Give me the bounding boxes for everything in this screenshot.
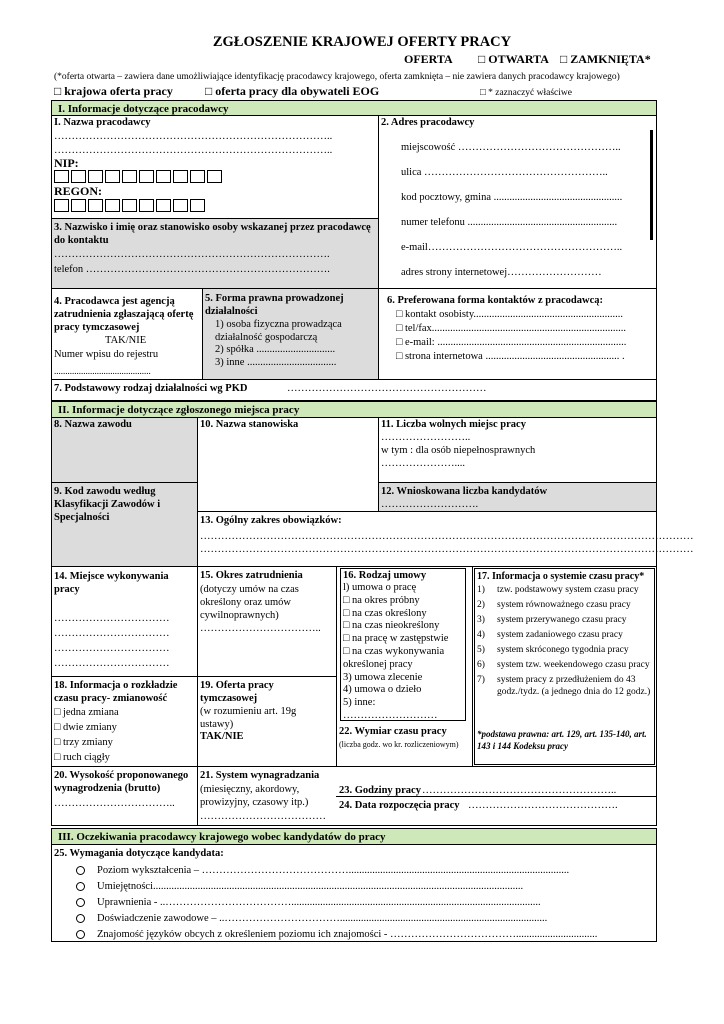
req-languages[interactable]: Znajomość języków obcych z określeniem poziomu ich znajomości - ………………………………............................... [76,928,597,942]
type-eog-checkbox[interactable]: □ oferta pracy dla obywateli EOG [205,84,380,98]
type-national-checkbox[interactable]: □ krajowa oferta pracy [54,84,173,98]
offer-label: OFERTA [404,52,453,66]
legal-form-option-1[interactable]: 1) osoba fizyczna prowadząca działalność gospodarczą [215,319,342,343]
address-postcode[interactable]: kod pocztowy, gmina ................................................. [401,192,623,203]
nip-label: NIP: [54,156,79,170]
offer-closed-checkbox[interactable]: □ ZAMKNIĘTA* [560,52,651,66]
clock-icon [76,866,85,875]
pkd-label: 7. Podstawowy rodzaj działalności wg PKD [54,383,248,394]
contact-form-email[interactable]: □ e-mail: ........................................................................ [396,337,627,348]
address-website[interactable]: adres strony internetowej……………………… [401,267,602,278]
hours-label: 23. Godziny pracy [339,785,421,796]
contract-type-list [343,582,448,723]
legal-form-label: 5. Forma prawna prowadzonej działalności [205,293,344,317]
duties-dots-1[interactable]: …………………………………………………………………………………………………………………………… [200,531,694,542]
employer-name-label: I. Nazwa pracodawcy [54,117,151,128]
work-time-label: 22. Wymiar czasu pracy [339,726,447,737]
shift-option-3[interactable]: □ trzy zmiany [54,737,113,748]
section-2-header: II. Informacje dotyczące zgłoszonego miejsca pracy [51,401,657,418]
contract-option-11[interactable]: ……………………… [343,709,438,721]
duties-dots-2[interactable]: …………………………………………………………………………………………………………………………… [200,544,694,555]
clock-icon [76,882,85,891]
contact-form-website[interactable]: □ strona internetowa ................................................... . [396,351,625,362]
legal-form-option-3[interactable]: 3) inne .................................. [215,357,337,368]
time-system-list [477,584,653,701]
clock-icon [76,930,85,939]
salary-label: 20. Wysokość proponowanego wynagrodzenia (brutto) [54,770,189,794]
clock-icon [76,898,85,907]
temp-work-yes-no[interactable]: TAK/NIE [200,731,244,742]
position-name-label: 10. Nazwa stanowiska [200,419,299,430]
time-system-item-3[interactable]: 3) system przerywanego czasu pracy [477,615,627,625]
contract-option-2[interactable]: □ na okres próbny [343,594,420,606]
pay-system-dots[interactable]: ……………………………… [200,811,326,822]
occupation-name-label: 8. Nazwa zawodu [54,419,132,430]
shift-option-2[interactable]: □ dwie zmiany [54,722,117,733]
agency-register-dots[interactable]: ........................................... [54,366,151,376]
work-time-desc: (liczba godz. wo kr. rozliczeniowym) [339,740,459,749]
contact-form-label: 6. Preferowana forma kontaktów z pracodawcą: [387,295,603,306]
contact-form-personal[interactable]: □ kontakt osobisty......................................................... [396,309,624,320]
address-email[interactable]: e-mail……………………………………………….. [401,242,623,253]
contract-option-10[interactable]: 5) inne: [343,697,376,709]
address-city[interactable]: miejscowość ……………………………………….. [401,142,621,153]
candidates-dots[interactable]: ………………………. [381,499,479,510]
contract-option-4[interactable]: □ na czas nieokreślony [343,620,440,632]
workplace-label: 14. Miejsce wykonywania pracy [54,571,169,595]
contract-type-label: 16. Rodzaj umowy [343,570,427,581]
pay-system-label: 21. System wynagradzania [200,770,320,781]
employer-name-dots-2[interactable]: …………………………………………………………………….. [54,145,333,156]
scroll-mark [650,130,653,240]
time-system-item-6[interactable]: 6) system tzw. weekendowego czasu pracy [477,660,650,670]
time-system-label: 17. Informacja o systemie czasu pracy* [477,571,645,582]
req-licenses[interactable]: Uprawnienia - ..………………………………............................................................................................... [76,896,541,910]
candidates-label: 12. Wnioskowana liczba kandydatów [381,486,548,497]
time-system-item-2[interactable]: 2) system równoważnego czasu pracy [477,600,631,610]
workplace-dots-1[interactable]: …………………………… [54,613,170,624]
form-title: ZGŁOSZENIE KRAJOWEJ OFERTY PRACY [212,34,512,50]
offer-open-checkbox[interactable]: □ OTWARTA [478,52,549,66]
contract-option-9[interactable]: 4) umowa o dzieło [343,684,422,696]
time-system-item-1[interactable]: 1) tzw. podstawowy system czasu pracy [477,585,639,595]
temp-work-desc: (w rozumieniu art. 19g ustawy) [200,706,297,730]
employment-period-desc: (dotyczy umów na czas określony oraz umów cywilnoprawnych) [200,584,299,621]
start-date-label: 24. Data rozpoczęcia pracy [339,800,460,811]
agency-yes-no[interactable]: TAK/NIE [105,335,147,346]
req-education[interactable]: Poziom wykształcenia – …………………………………….................................................................................... [76,864,569,878]
workplace-dots-2[interactable]: …………………………… [54,628,170,639]
regon-cells[interactable] [54,199,207,212]
address-phone[interactable]: numer telefonu ......................................................... [401,217,618,228]
contact-label: 3. Nazwisko i imię oraz stanowisko osoby wskazanej przez pracodawcę do kontaktu [54,222,371,246]
contract-option-7: określonej pracy [343,658,413,670]
section-3-header: III. Oczekiwania pracodawcy krajowego wobec kandydatów do pracy [51,828,657,845]
shift-option-4[interactable]: □ ruch ciągły [54,752,110,763]
vacancies-disabled-label: w tym : dla osób niepełnosprawnych [381,445,536,456]
contact-form-telfax[interactable]: □ tel/fax.......................................................................... [396,323,627,334]
nip-cells[interactable] [54,170,224,183]
duties-label: 13. Ogólny zakres obowiązków: [200,515,342,526]
time-system-item-4[interactable]: 4) system zadaniowego czasu pracy [477,630,623,640]
address-street[interactable]: ulica …………………………………………….. [401,167,608,178]
salary-dots[interactable]: …………………………….. [54,798,175,809]
legal-form-option-2[interactable]: 2) spółka .............................. [215,344,336,355]
contract-option-3[interactable]: □ na czas określony [343,607,427,619]
section-1-header: I. Informacje dotyczące pracodawcy [51,100,657,116]
pkd-dots[interactable]: ………………………………………………… [287,383,487,394]
workplace-dots-4[interactable]: …………………………… [54,658,170,669]
time-system-legal: *podstawa prawna: art. 129, art. 135-140, art. 143 i 144 Kodeksu pracy [477,729,647,751]
vacancies-disabled-dots[interactable]: ………………….... [381,458,465,469]
agency-register-label: Numer wpisu do rejestru [54,349,159,360]
time-system-item-7[interactable]: 7) system pracy z przedłużeniem do 43 godz./tydz. (a jednego dnia do 12 godz.) [477,675,651,697]
clock-icon [76,914,85,923]
offer-note: (*oferta otwarta – zawiera dane umożliwiające identyfikację pracodawcy krajowego, oferta zamknięta – nie zawiera danych pracodawcy krajowego) [54,72,620,82]
contract-option-8[interactable]: 3) umowa zlecenie [343,671,423,683]
contact-phone[interactable]: telefon ……………………………………………………………. [54,264,330,275]
contact-dots[interactable]: ……………………………………………………………………. [54,249,330,260]
agency-label: 4. Pracodawca jest agencją zatrudnienia zgłaszającą ofertę pracy tymczasowej [54,296,194,333]
req-skills[interactable]: Umiejętności............................................................................................................................................. [76,880,523,894]
address-label: 2. Adres pracodawcy [381,117,475,128]
requirements-label: 25. Wymagania dotyczące kandydata: [54,848,224,859]
req-experience[interactable]: Doświadczenie zawodowe – ..……………………………............................................................................... [76,912,547,926]
hours-dots[interactable]: ……………………………………………….. [422,785,617,796]
time-system-item-5[interactable]: 5) system skróconego tygodnia pracy [477,645,629,655]
occupation-code-label: 9. Kod zawodu według Klasyfikacji Zawodów i Specjalności [54,486,161,523]
contract-option-5[interactable]: □ na pracę w zastępstwie [343,633,449,645]
vacancies-label: 11. Liczba wolnych miejsc pracy [381,419,526,430]
temp-work-label: 19. Oferta pracy tymczasowej [200,680,274,704]
shift-label: 18. Informacja o rozkładzie czasu pracy- zmianowość [54,680,178,704]
mark-note: □ * zaznaczyć właściwe [480,88,572,98]
employer-name-dots-1[interactable]: …………………………………………………………………….. [54,131,333,142]
pay-system-desc: (miesięczny, akordowy, prowizyjny, czasowy itp.) [200,784,309,808]
regon-label: REGON: [54,184,102,198]
employment-period-dots[interactable]: …………………………….. [200,623,321,634]
workplace-dots-3[interactable]: …………………………… [54,643,170,654]
employment-period-label: 15. Okres zatrudnienia [200,570,303,581]
contract-option-1[interactable]: l) umowa o pracę [343,582,417,593]
contract-option-6[interactable]: □ na czas wykonywania [343,645,445,657]
vacancies-dots[interactable]: …………………….. [381,432,471,443]
start-date-dots[interactable]: ……………………………………. [468,800,618,811]
shift-option-1[interactable]: □ jedna zmiana [54,707,119,718]
